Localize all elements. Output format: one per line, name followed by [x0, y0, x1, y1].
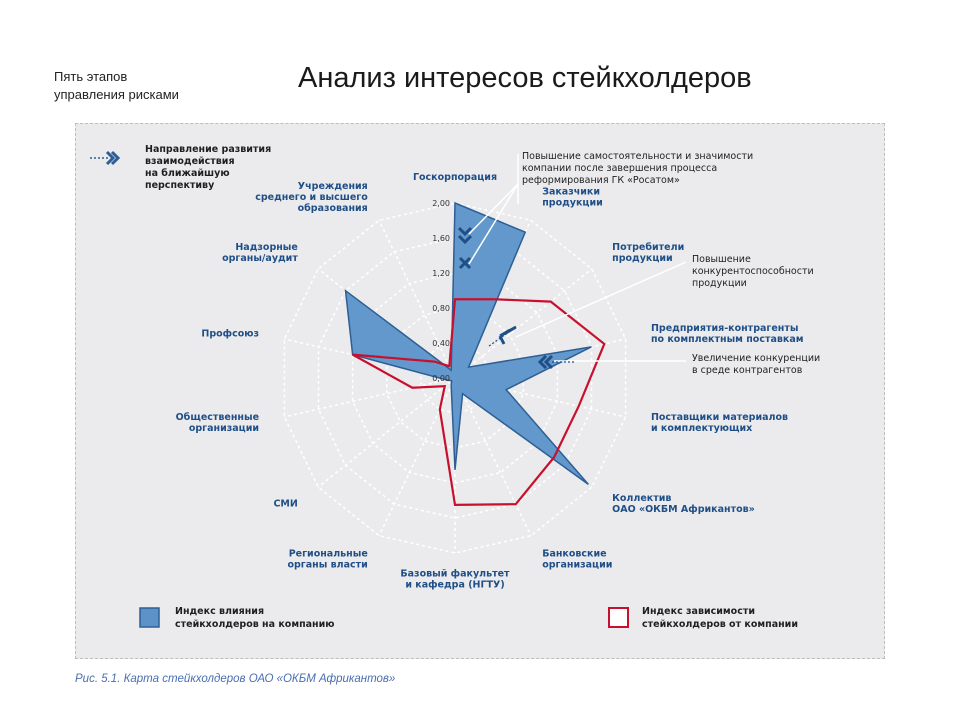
grid-spoke — [318, 378, 455, 487]
tick-label: 0,40 — [432, 339, 450, 348]
series-influence-area — [346, 203, 592, 484]
note2-line3: продукции — [692, 278, 747, 289]
category-label: по комплектным поставкам — [650, 333, 804, 345]
category-label: Базовый факультет — [400, 568, 510, 580]
category-label: организации — [188, 423, 260, 435]
direction-legend-line1: Направление развития — [145, 144, 272, 155]
category-label: Профсоюз — [201, 328, 260, 340]
category-label: среднего и высшего — [255, 191, 368, 203]
direction-legend-line4: перспективу — [145, 180, 215, 191]
legend-dependence-line1: Индекс зависимости — [642, 606, 755, 617]
tick-label: 0,80 — [432, 304, 450, 313]
category-label: организации — [542, 559, 613, 571]
direction-arrow-icon — [107, 152, 118, 164]
category-label: органы/аудит — [222, 253, 298, 265]
category-label: Надзорные — [235, 242, 298, 254]
note1-line1: Повышение самостоятельности и значимости — [522, 151, 754, 162]
note3-line2: в среде контрагентов — [692, 365, 803, 376]
figure-caption: Рис. 5.1. Карта стейкхолдеров ОАО «ОКБМ Африкантов» — [75, 673, 396, 685]
category-label: Предприятия-контрагенты — [650, 322, 799, 334]
category-label: Учреждения — [297, 180, 368, 192]
note2-line2: конкурентоспособности — [692, 266, 814, 277]
note3-line1: Увеличение конкуренции — [692, 353, 821, 364]
category-label: Поставщики материалов — [650, 412, 789, 424]
note2-line1: Повышение — [692, 254, 751, 265]
category-label: продукции — [612, 253, 673, 265]
section-label-line2: управления рисками — [54, 87, 179, 102]
category-label: Коллектив — [612, 492, 672, 504]
category-label: Госкорпорация — [412, 172, 498, 183]
legend-dependence-line2: стейкхолдеров от компании — [642, 619, 798, 630]
direction-legend-line2: взаимодействия — [145, 156, 235, 167]
category-label: Банковские — [542, 548, 607, 560]
category-label: образования — [297, 202, 368, 214]
category-label: СМИ — [273, 498, 298, 510]
category-label: и кафедра (НГТУ) — [405, 579, 505, 591]
category-label: продукции — [542, 197, 603, 209]
legend-influence-swatch — [140, 608, 159, 627]
category-label: Региональные — [288, 548, 368, 560]
section-label — [54, 68, 179, 104]
tick-label: 1,20 — [432, 269, 450, 278]
category-label: Потребители — [612, 242, 685, 254]
tick-label: 1,60 — [432, 234, 450, 243]
tick-label: 0,00 — [432, 374, 450, 383]
section-label-line1: Пять этапов — [54, 69, 128, 84]
category-label: Заказчики — [542, 186, 601, 198]
category-label: и комплектующих — [650, 423, 753, 435]
chart-panel — [75, 123, 885, 659]
category-label: Общественные — [175, 412, 260, 424]
direction-legend-line3: на ближайшую — [145, 168, 230, 179]
radar-ticks — [432, 199, 450, 383]
direction-legend — [90, 144, 271, 191]
note1-line2: компании после завершения процесса — [522, 163, 718, 174]
category-label: органы власти — [287, 559, 368, 571]
category-label: ОАО «ОКБМ Африкантов» — [612, 503, 755, 515]
note1-line3: реформирования ГК «Росатом» — [522, 175, 680, 186]
legend-dependence-swatch — [609, 608, 628, 627]
radar-chart — [76, 124, 884, 658]
legend-influence-line1: Индекс влияния — [175, 606, 265, 617]
chart-legend — [140, 606, 798, 630]
legend-influence-line2: стейкхолдеров на компанию — [175, 619, 335, 630]
page-title: Анализ интересов стейкхолдеров — [298, 62, 752, 94]
tick-label: 2,00 — [432, 199, 450, 208]
